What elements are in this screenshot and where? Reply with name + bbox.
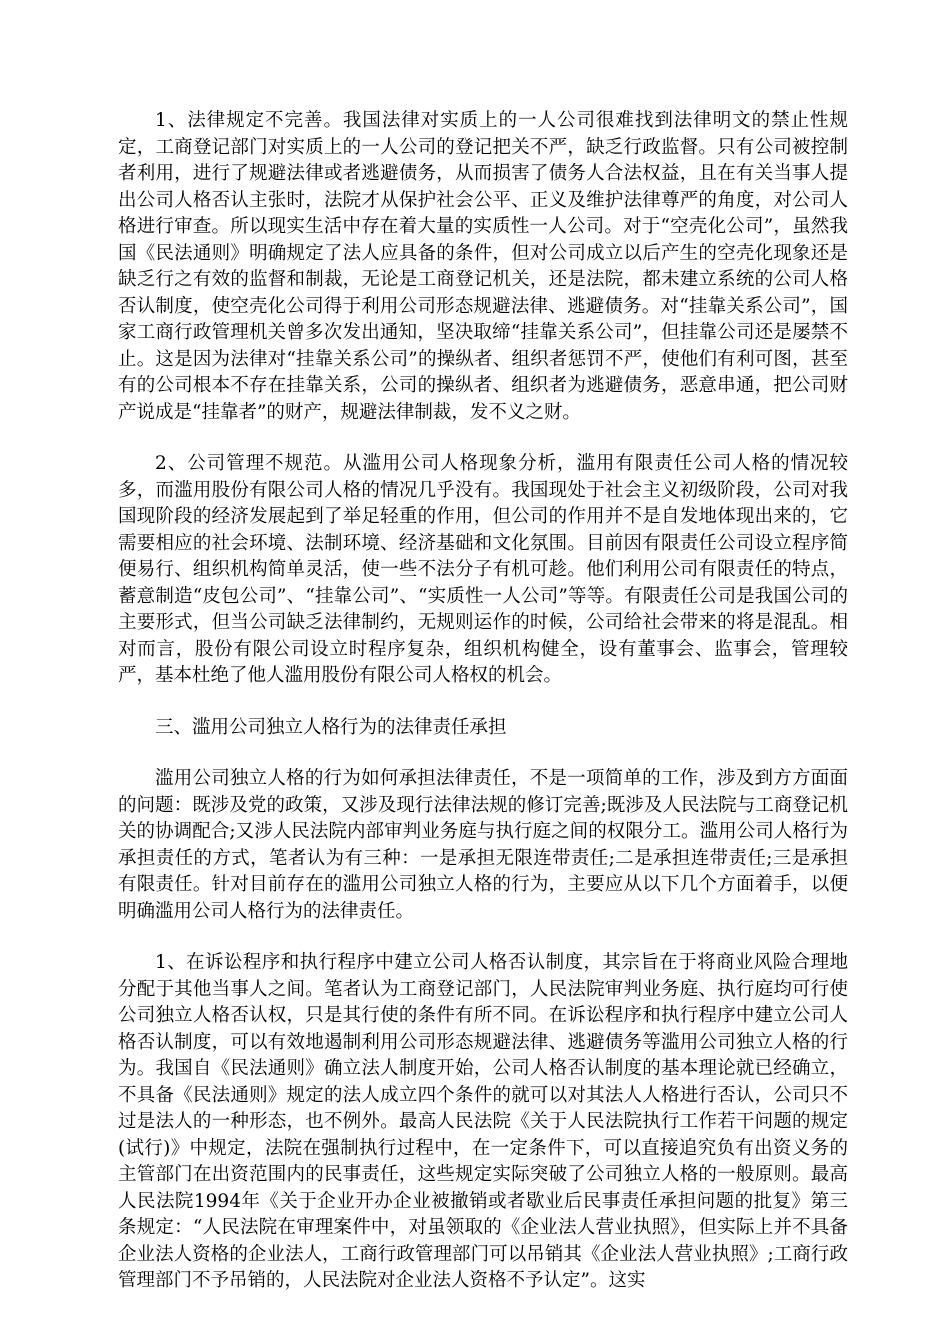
paragraph-management-irregular: 2、公司管理不规范。从滥用公司人格现象分析，滥用有限责任公司人格的情况较多，而滥用股份有限公司人格的情况几乎没有。我国现处于社会主义初级阶段，公司对我国现阶段的经济发展起到了举足轻重的作用，但公司的作用并不是自发地体现出来的，它需要相应的社会环境、法制环境、经济基础和文化氛围。目前因有限责任公司设立程序简便易行、组织机构简单灵活，使一些不法分子有机可趁。他们利用公司有限责任的特点，蓄意制造“皮包公司”、“挂靠公司”、“实质性一人公司”等等。有限责任公司是我国公司的主要形式，但当公司缺乏法律制约，无规则运作的时候，公司给社会带来的将是混乱。相对而言，股份有限公司设立时程序复杂，组织机构健全，设有董事会、监事会，管理较严，基本杜绝了他人滥用股份有限公司人格权的机会。 — [118, 453, 848, 686]
section-heading-liability: 三、滥用公司独立人格行为的法律责任承担 — [155, 716, 507, 738]
paragraph-veil-piercing-system: 1、在诉讼程序和执行程序中建立公司人格否认制度，其宗旨在于将商业风险合理地分配于其他当事人之间。笔者认为工商登记部门，人民法院审判业务庭、执行庭均可行使公司独立人格否认权，只是其行使的条件有所不同。在诉讼程序和执行程序中建立公司人格否认制度，可以有效地遏制利用公司形态规避法律、逃避债务等滥用公司独立人格的行为。我国自《民法通则》确立法人制度开始，公司人格否认制度的基本理论就已经确立，不具备《民法通则》规定的法人成立四个条件的就可以对其法人人格进行否认，公司只不过是法人的一种形态，也不例外。最高人民法院《关于人民法院执行工作若干问题的规定(试行)》中规定，法院在强制执行过程中，在一定条件下，可以直接追究负有出资义务的主管部门在出资范围内的民事责任，这些规定实际突破了公司独立人格的一般原则。最高人民法院1994年《关于企业开办企业被撤销或者歇业后民事责任承担问题的批复》第三条规定：“人民法院在审理案件中，对虽领取的《企业法人营业执照》，但实际上并不具备企业法人资格的企业法人，工商行政管理部门可以吊销其《企业法人营业执照》;工商行政管理部门不予吊销的，人民法院对企业法人资格不予认定”。这实 — [118, 952, 848, 1291]
paragraph-liability-overview: 滥用公司独立人格的行为如何承担法律责任，不是一项简单的工作，涉及到方方面面的问题：既涉及党的政策，又涉及现行法律法规的修订完善;既涉及人民法院与工商登记机关的协调配合;又涉人民法院内部审判业务庭与执行庭之间的权限分工。滥用公司人格行为承担责任的方式，笔者认为有三种：一是承担无限连带责任;二是承担连带责任;三是承担有限责任。针对目前存在的滥用公司独立人格的行为，主要应从以下几个方面着手，以便明确滥用公司人格行为的法律责任。 — [118, 768, 848, 922]
paragraph-legal-imperfection: 1、法律规定不完善。我国法律对实质上的一人公司很难找到法律明文的禁止性规定，工商登记部门对实质上的一人公司的登记把关不严，缺乏行政监督。只有公司被控制者利用，进行了规避法律或者逃避债务，从而损害了债务人合法权益，且在有关当事人提出公司人格否认主张时，法院才从保护社会公平、正义及维护法律尊严的角度，对公司人格进行审查。所以现实生活中存在着大量的实质性一人公司。对于“空壳化公司”，虽然我国《民法通则》明确规定了法人应具备的条件，但对公司成立以后产生的空壳化现象还是缺乏行之有效的监督和制裁，无论是工商登记机关，还是法院，都未建立系统的公司人格否认制度，使空壳化公司得于利用公司形态规避法律、逃避债务。对“挂靠关系公司”，国家工商行政管理机关曾多次发出通知，坚决取缔“挂靠关系公司”，但挂靠公司还是屡禁不止。这是因为法律对“挂靠关系公司”的操纵者、组织者惩罚不严，使他们有利可图，甚至有的公司根本不存在挂靠关系，公司的操纵者、组织者为逃避债务，恶意串通，把公司财产说成是“挂靠者”的财产，规避法律制裁，发不义之财。 — [118, 110, 848, 423]
document-body — [118, 108, 848, 1320]
